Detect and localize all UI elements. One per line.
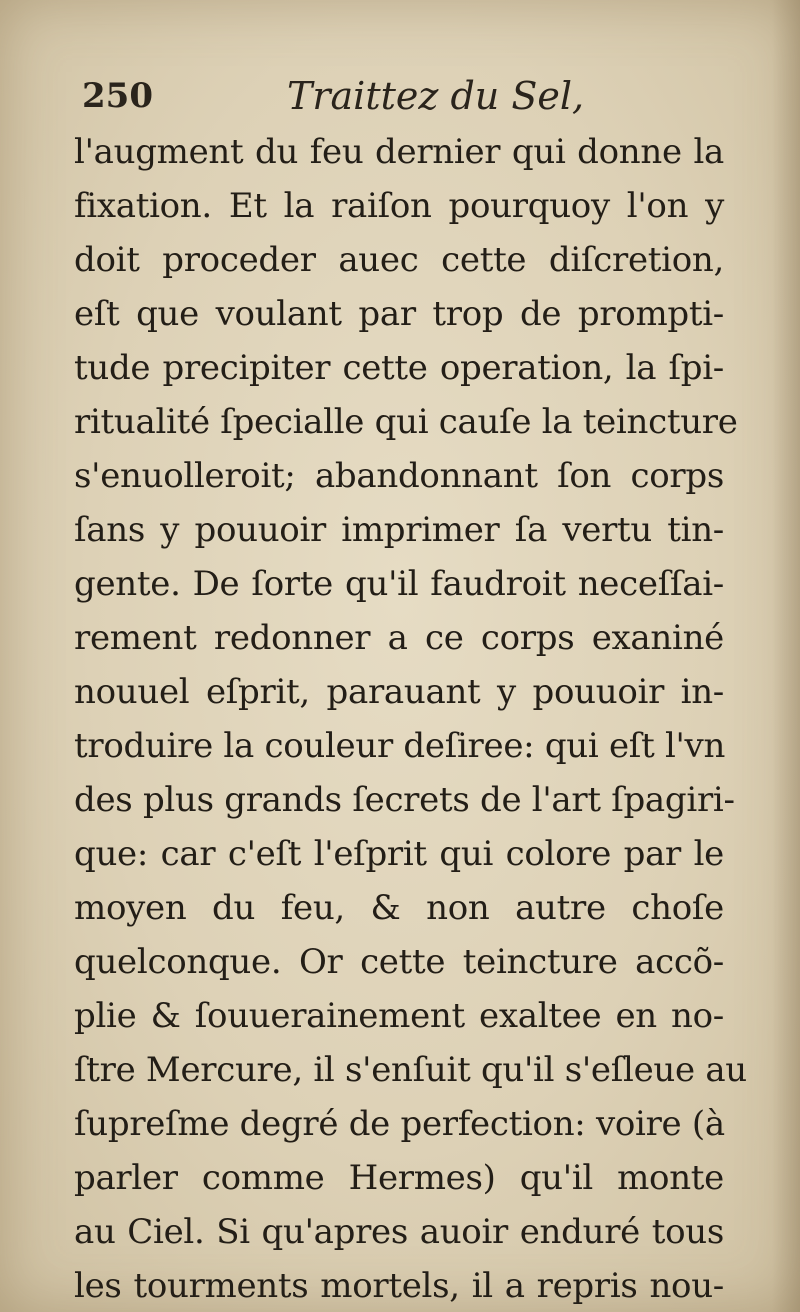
text-line: l'augment du feu dernier qui donne la bbox=[74, 132, 724, 172]
text-line: au Ciel. Si qu'apres auoir enduré tous bbox=[74, 1212, 724, 1252]
text-line: gente. De ſorte qu'il faudroit neceſſai- bbox=[74, 564, 724, 604]
text-line: des plus grands ſecrets de l'art ſpagiri- bbox=[74, 780, 735, 820]
text-line: ſans y pouuoir imprimer ſa vertu tin- bbox=[74, 510, 724, 550]
text-line: que: car c'eſt l'eſprit qui colore par le bbox=[74, 834, 724, 874]
page-number: 250 bbox=[82, 76, 153, 116]
text-line: nouuel eſprit, parauant y pouuoir in- bbox=[74, 672, 724, 712]
text-line: fixation. Et la raiſon pourquoy l'on y bbox=[74, 186, 724, 226]
text-line: moyen du feu, & non autre choſe bbox=[74, 888, 724, 928]
text-line: doit proceder auec cette diſcretion, bbox=[74, 240, 724, 280]
text-line: plie & ſouuerainement exaltee en no- bbox=[74, 996, 724, 1036]
body-text bbox=[74, 125, 747, 1312]
text-line: ſupreſme degré de perfection: voire (à bbox=[74, 1104, 725, 1144]
running-title: Traittez du Sel, bbox=[287, 74, 585, 118]
running-header bbox=[82, 70, 722, 120]
text-line: rement redonner a ce corps exaniné bbox=[74, 618, 724, 658]
text-line: quelconque. Or cette teincture accõ- bbox=[74, 942, 724, 982]
text-line: troduire la couleur deſiree: qui eſt l'vn bbox=[74, 726, 726, 766]
text-line: ſtre Mercure, il s'enſuit qu'il s'eſleue au bbox=[74, 1050, 747, 1090]
text-line: tude precipiter cette operation, la ſpi- bbox=[74, 348, 724, 388]
text-line: ritualité ſpecialle qui cauſe la teincture bbox=[74, 402, 738, 442]
text-line: les tourments mortels, il a repris nou- bbox=[74, 1266, 724, 1306]
binding-gutter bbox=[772, 0, 800, 1312]
text-line: parler comme Hermes) qu'il monte bbox=[74, 1158, 724, 1198]
text-line: s'enuolleroit; abandonnant ſon corps bbox=[74, 456, 724, 496]
text-line: eſt que voulant par trop de prompti- bbox=[74, 294, 724, 334]
